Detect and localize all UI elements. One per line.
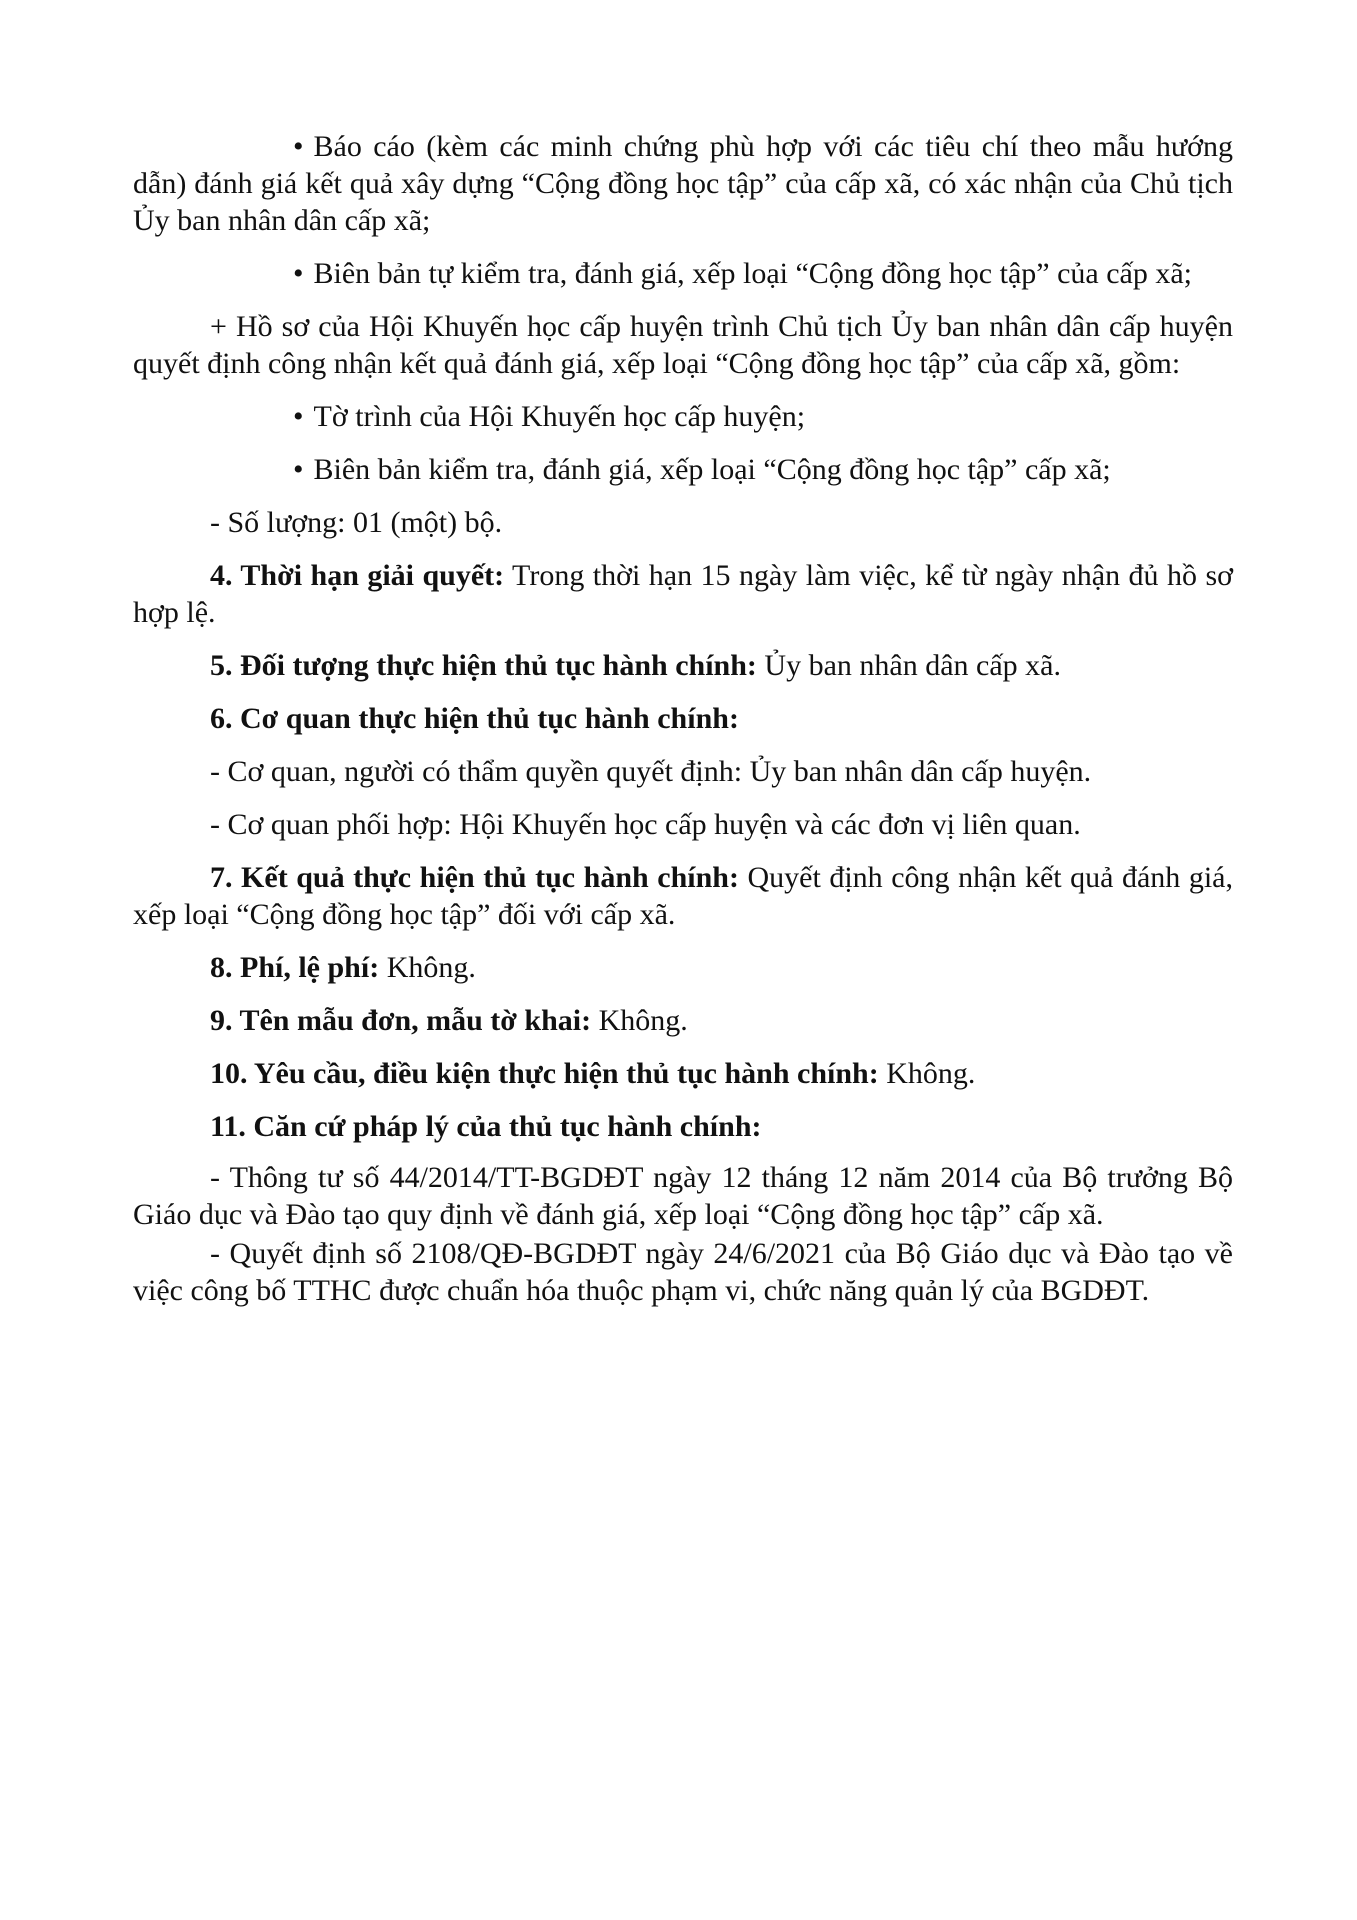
paragraph-text: Biên bản kiểm tra, đánh giá, xếp loại “Cộng đồng học tập” cấp xã; <box>313 453 1111 486</box>
section-heading: 6. Cơ quan thực hiện thủ tục hành chính: <box>210 702 739 735</box>
paragraph-text: Trong thời hạn 15 ngày làm việc, kể từ ngày nhận đủ hồ sơ hợp lệ. <box>133 559 1233 629</box>
paragraph <box>133 806 1233 843</box>
bullet-paragraph <box>133 255 1233 292</box>
section-paragraph <box>133 859 1233 933</box>
paragraph-text: Quyết định công nhận kết quả đánh giá, xếp loại “Cộng đồng học tập” đối với cấp xã. <box>133 861 1233 931</box>
bullet-paragraph <box>133 451 1233 488</box>
bullet-dot: • <box>293 257 304 290</box>
paragraph-text: - Thông tư số 44/2014/TT-BGDĐT ngày 12 tháng 12 năm 2014 của Bộ trưởng Bộ Giáo dục và Đào tạo quy định về đánh giá, xếp loại “Cộng đồng học tập” cấp xã. <box>133 1161 1233 1231</box>
bullet-paragraph <box>133 128 1233 239</box>
section-heading: 8. Phí, lệ phí: <box>210 951 380 984</box>
section-paragraph <box>133 700 1233 737</box>
bullet-paragraph <box>133 398 1233 435</box>
bullet-dot: • <box>293 130 304 163</box>
bullet-dot: • <box>293 453 304 486</box>
paragraph <box>133 1235 1233 1309</box>
section-paragraph <box>133 1055 1233 1092</box>
paragraph <box>133 504 1233 541</box>
section-heading: 5. Đối tượng thực hiện thủ tục hành chính: <box>210 649 757 682</box>
section-heading: 10. Yêu cầu, điều kiện thực hiện thủ tục hành chính: <box>210 1057 879 1090</box>
paragraph-text: Không. <box>591 1004 688 1037</box>
document-body <box>133 128 1233 1311</box>
paragraph-text: + Hồ sơ của Hội Khuyến học cấp huyện trình Chủ tịch Ủy ban nhân dân cấp huyện quyết định công nhận kết quả đánh giá, xếp loại “Cộng đồng học tập” của cấp xã, gồm: <box>133 310 1233 380</box>
section-paragraph <box>133 647 1233 684</box>
section-heading: 11. Căn cứ pháp lý của thủ tục hành chính: <box>210 1110 762 1143</box>
paragraph-text: Không. <box>878 1057 976 1090</box>
paragraph-text: - Số lượng: 01 (một) bộ. <box>210 506 503 539</box>
paragraph-text: Biên bản tự kiểm tra, đánh giá, xếp loại “Cộng đồng học tập” của cấp xã; <box>313 257 1192 290</box>
paragraph-text: - Quyết định số 2108/QĐ-BGDĐT ngày 24/6/2021 của Bộ Giáo dục và Đào tạo về việc công bố TTHC được chuẩn hóa thuộc phạm vi, chức năng quản lý của BGDĐT. <box>133 1237 1233 1307</box>
section-paragraph <box>133 557 1233 631</box>
paragraph-text: - Cơ quan, người có thẩm quyền quyết định: Ủy ban nhân dân cấp huyện. <box>210 755 1092 788</box>
paragraph-text: Tờ trình của Hội Khuyến học cấp huyện; <box>313 400 806 433</box>
section-paragraph <box>133 949 1233 986</box>
paragraph <box>133 308 1233 382</box>
section-heading: 9. Tên mẫu đơn, mẫu tờ khai: <box>210 1004 592 1037</box>
paragraph <box>133 753 1233 790</box>
section-paragraph <box>133 1002 1233 1039</box>
section-paragraph <box>133 1108 1233 1145</box>
paragraph-text: - Cơ quan phối hợp: Hội Khuyến học cấp huyện và các đơn vị liên quan. <box>210 808 1081 841</box>
section-heading: 7. Kết quả thực hiện thủ tục hành chính: <box>210 861 739 894</box>
bullet-dot: • <box>293 400 304 433</box>
paragraph-text: Báo cáo (kèm các minh chứng phù hợp với các tiêu chí theo mẫu hướng dẫn) đánh giá kết quả xây dựng “Cộng đồng học tập” của cấp xã, có xác nhận của Chủ tịch Ủy ban nhân dân cấp xã; <box>133 130 1233 237</box>
paragraph-text: Ủy ban nhân dân cấp xã. <box>756 649 1061 682</box>
paragraph <box>133 1159 1233 1233</box>
section-heading: 4. Thời hạn giải quyết: <box>210 559 505 592</box>
paragraph-text: Không. <box>379 951 476 984</box>
